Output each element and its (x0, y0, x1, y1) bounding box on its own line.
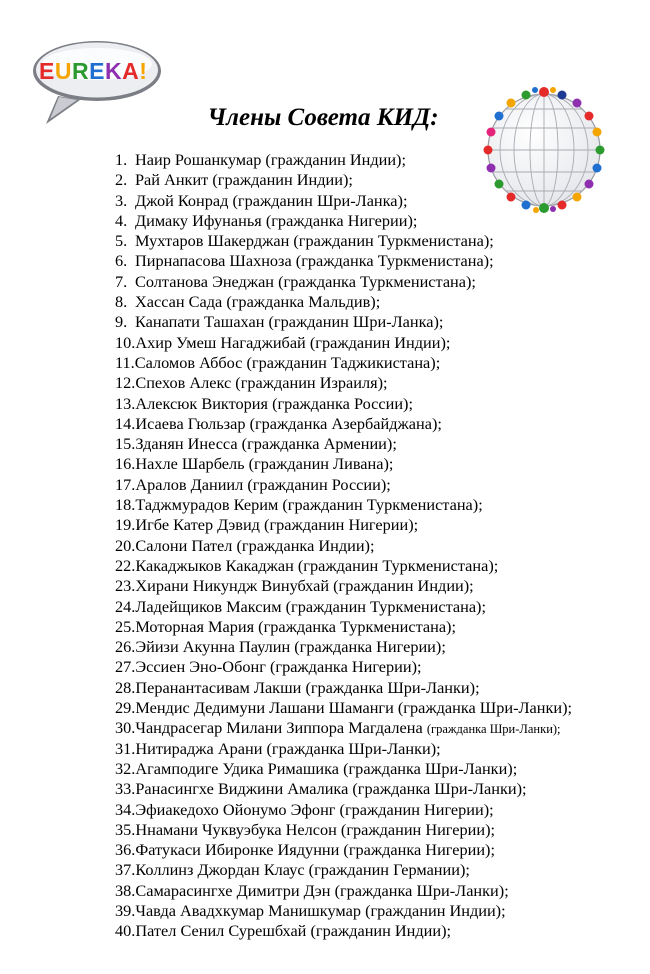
list-item (115, 454, 572, 474)
list-item-number: 40. (115, 921, 136, 941)
member-citizenship: (гражданин Индии); (333, 576, 474, 596)
member-name: Ннамани Чуквуэбука Нелсон (135, 819, 337, 839)
list-item (115, 353, 572, 373)
member-citizenship: (гражданка Шри-Ланки); (334, 880, 509, 900)
member-name: Исаева Гюльзар (135, 413, 246, 433)
member-citizenship: (гражданка Шри-Ланки); (397, 698, 573, 718)
member-name: Игбе Катер Дэвид (135, 515, 260, 535)
list-item (115, 820, 572, 840)
list-item-number: 9. (115, 312, 128, 332)
member-citizenship: (гражданин Ливана); (248, 454, 394, 474)
list-item-number: 1. (115, 150, 128, 169)
list-item (115, 373, 572, 393)
member-citizenship: (гражданка Шри-Ланки); (266, 738, 441, 758)
member-name: Хирани Никундж Винубхай (135, 576, 330, 596)
list-item (115, 637, 572, 657)
member-citizenship: (гражданка Индии); (236, 535, 375, 555)
list-item (115, 211, 572, 231)
member-name: Какаджыков Какаджан (135, 555, 294, 575)
list-item-number: 22. (115, 555, 136, 575)
list-item-number: 33. (115, 779, 136, 799)
list-item (115, 414, 572, 434)
member-name: Агамподиге Удика Римашика (135, 758, 339, 778)
member-citizenship: (гражданин Туркменистана); (297, 555, 499, 575)
list-item (115, 779, 572, 799)
list-item-number: 10. (115, 332, 136, 352)
list-item (115, 576, 572, 596)
member-citizenship: (гражданка России); (272, 393, 413, 413)
member-name: Эйизи Акунна Паулин (135, 637, 291, 657)
list-item-number: 14. (115, 413, 136, 433)
member-name: Нахле Шарбель (135, 454, 245, 474)
member-citizenship: (гражданка Шри-Ланки); (352, 779, 527, 799)
member-name: Ранасингхе Виджини Амалика (135, 779, 349, 799)
list-item-number: 28. (115, 677, 136, 697)
member-name: Коллинз Джордан Клаус (135, 860, 305, 880)
member-citizenship: (гражданка Шри-Ланки); (305, 677, 480, 697)
list-item (115, 617, 572, 637)
member-name: Алексюк Виктория (135, 393, 268, 413)
list-item (115, 191, 572, 211)
member-citizenship: (гражданка Туркменистана); (278, 271, 476, 291)
member-name: Салони Пател (135, 535, 233, 555)
list-item-number: 29. (115, 698, 136, 718)
list-item (115, 434, 572, 454)
member-name: Наир Рошанкумар (135, 150, 262, 169)
list-item-number: 19. (115, 515, 136, 535)
member-name: Зданян Инесса (135, 434, 238, 454)
member-citizenship: (гражданин России); (247, 474, 391, 494)
list-item (115, 657, 572, 677)
member-citizenship: (гражданка Армении); (241, 434, 397, 454)
list-item (115, 698, 572, 718)
member-citizenship: (гражданин Индии); (212, 170, 353, 190)
list-item-number: 34. (115, 799, 136, 819)
member-citizenship: (гражданин Шри-Ланка); (268, 312, 444, 332)
member-citizenship: (гражданин Индии); (265, 150, 406, 169)
list-item-number: 7. (115, 271, 128, 291)
member-name: Джой Конрад (135, 190, 229, 210)
list-item-number: 13. (115, 393, 136, 413)
list-item (115, 597, 572, 617)
list-item-number: 6. (115, 251, 128, 271)
member-name: Чавда Авадхкумар Манишкумар (135, 900, 361, 920)
list-item-number: 2. (115, 170, 128, 190)
list-item-number: 32. (115, 758, 136, 778)
member-citizenship: (гражданка Шри-Ланки); (426, 722, 561, 737)
list-item (115, 292, 572, 312)
member-name: Перанантасивам Лакши (135, 677, 302, 697)
list-item-number: 38. (115, 880, 136, 900)
member-name: Таджмурадов Керим (135, 495, 279, 515)
member-name: Канапати Ташахан (135, 312, 265, 332)
member-name: Мухтаров Шакерджан (135, 231, 290, 251)
member-name: Эссиен Эно-Обонг (135, 657, 266, 677)
list-item-number: 12. (115, 373, 136, 393)
member-citizenship: (гражданин Германии); (308, 860, 470, 880)
member-citizenship: (гражданка Нигерии); (294, 637, 446, 657)
list-item (115, 881, 572, 901)
list-item-number: 26. (115, 637, 136, 657)
page-title: Члены Совета КИД: (207, 104, 439, 131)
member-name: Хассан Сада (135, 292, 223, 312)
member-citizenship: (гражданка Азербайджана); (249, 413, 442, 433)
list-item (115, 556, 572, 576)
list-item (115, 921, 572, 941)
list-item-number: 15. (115, 434, 136, 454)
member-citizenship: (гражданка Нигерии); (265, 210, 418, 230)
list-item (115, 718, 572, 738)
list-item (115, 840, 572, 860)
list-item (115, 759, 572, 779)
member-citizenship: (гражданин Таджикистана); (246, 352, 441, 372)
member-citizenship: (гражданин Израиля); (235, 373, 388, 393)
list-item (115, 739, 572, 759)
member-name: Фатукаси Ибиронке Иядунни (135, 840, 340, 860)
member-name: Ладейщиков Максим (135, 596, 282, 616)
list-item (115, 272, 572, 292)
member-name: Димаку Ифунанья (135, 210, 262, 230)
member-citizenship: (гражданин Индии); (365, 900, 506, 920)
list-item-number: 39. (115, 900, 136, 920)
list-item-number: 31. (115, 738, 136, 758)
list-item-number: 23. (115, 576, 136, 596)
member-name: Эфиакедохо Ойонумо Эфонг (135, 799, 336, 819)
member-citizenship: (гражданин Туркменистана); (293, 231, 494, 251)
list-item (115, 251, 572, 271)
list-item-number: 24. (115, 596, 136, 616)
member-citizenship: (гражданка Шри-Ланки); (343, 758, 518, 778)
member-citizenship: (гражданин Шри-Ланка); (232, 190, 408, 210)
member-citizenship: (гражданка Туркменистана); (295, 251, 494, 271)
member-name: Самарасингхе Димитри Дэн (135, 880, 331, 900)
member-name: Чандрасегар Милани Зиппора Магдалена (135, 718, 423, 738)
list-item (115, 860, 572, 880)
member-name: Саломов Аббос (134, 352, 243, 372)
member-citizenship: (гражданин Индии); (309, 332, 451, 352)
list-item (115, 312, 572, 332)
svg-text:EUREKA!: EUREKA! (39, 58, 148, 84)
member-citizenship: (гражданка Туркменистана); (258, 616, 457, 636)
member-name: Мендис Дедимуни Лашани Шаманги (135, 698, 394, 718)
member-name: Пател Сенил Сурешбхай (135, 921, 307, 941)
list-item-number: 27. (115, 657, 136, 677)
member-citizenship: (гражданка Нигерии); (343, 840, 495, 860)
list-item (115, 536, 572, 556)
list-item (115, 678, 572, 698)
list-item (115, 170, 572, 190)
list-item-number: 35. (115, 819, 136, 839)
member-citizenship: (гражданин Нигерии); (339, 799, 494, 819)
member-name: Спехов Алекс (135, 373, 232, 393)
list-item-number: 18. (115, 495, 136, 515)
list-item-number: 17. (115, 474, 136, 494)
member-name: Моторная Мария (135, 616, 255, 636)
member-citizenship: (гражданин Туркменистана); (285, 596, 486, 616)
member-citizenship: (гражданин Туркменистана); (282, 495, 483, 515)
list-item-number: 20. (115, 535, 136, 555)
list-item-number: 30. (115, 718, 136, 738)
list-item-number: 37. (115, 860, 136, 880)
member-citizenship: (гражданин Нигерии); (264, 515, 419, 535)
council-members-list (115, 150, 572, 942)
list-item-number: 4. (115, 210, 128, 230)
list-item-number: 3. (115, 190, 128, 210)
member-name: Рай Анкит (135, 170, 209, 190)
member-name: Нитираджа Арани (135, 738, 263, 758)
list-item-number: 16. (115, 454, 136, 474)
list-item-number: 5. (115, 231, 128, 251)
list-item-number: 8. (115, 292, 128, 312)
member-citizenship: (гражданин Индии); (310, 921, 452, 941)
member-citizenship: (гражданка Нигерии); (269, 657, 422, 677)
member-name: Ахир Умеш Нагаджибай (135, 332, 306, 352)
list-item-number: 25. (115, 616, 136, 636)
list-item (115, 515, 572, 535)
list-item-number: 11. (115, 352, 135, 372)
list-item (115, 150, 572, 170)
member-citizenship: (гражданка Мальдив); (226, 292, 381, 312)
list-item-number: 36. (115, 840, 136, 860)
list-item (115, 495, 572, 515)
list-item (115, 333, 572, 353)
list-item (115, 475, 572, 495)
list-item (115, 394, 572, 414)
member-name: Солтанова Энеджан (135, 271, 275, 291)
member-citizenship: (гражданин Нигерии); (340, 819, 496, 839)
list-item (115, 901, 572, 921)
member-name: Пирнапасова Шахноза (135, 251, 292, 271)
member-name: Аралов Даниил (135, 474, 244, 494)
list-item (115, 800, 572, 820)
list-item (115, 231, 572, 251)
